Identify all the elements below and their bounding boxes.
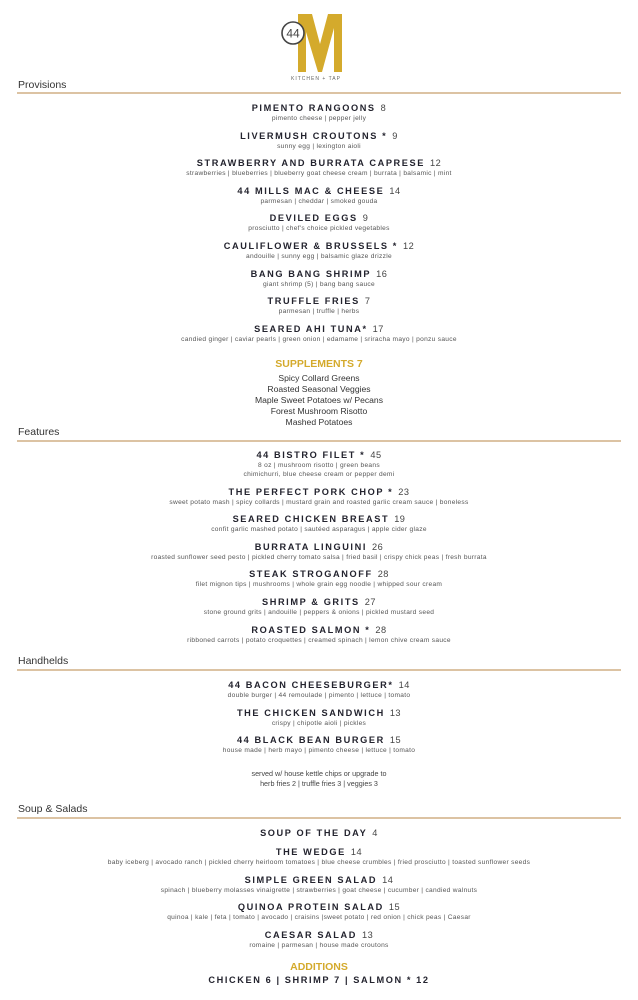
item-description: andouille | sunny egg | balsamic glaze drizzle <box>246 252 392 260</box>
item-price: 14 <box>398 680 410 690</box>
item-price: 45 <box>370 450 382 460</box>
item-title <box>0 827 638 839</box>
item-name: 44 MILLS MAC & CHEESE <box>237 185 385 196</box>
item-title <box>0 323 638 335</box>
section-divider <box>17 669 621 671</box>
menu-item <box>0 596 638 617</box>
item-name: SEARED CHICKEN BREAST <box>232 514 390 525</box>
item-price: 16 <box>376 268 388 279</box>
menu-item <box>0 323 638 344</box>
logo-number: 44 <box>286 26 300 41</box>
item-name: ROASTED SALMON * <box>251 624 371 635</box>
additions-heading: ADDITIONS <box>290 961 348 973</box>
item-title <box>0 929 638 941</box>
item-description: stone ground grits | andouille | peppers & onions | pickled mustard seed <box>203 608 435 616</box>
item-description: parmesan | cheddar | smoked gouda <box>260 197 378 205</box>
item-description: sunny egg | lexington aioli <box>277 142 361 150</box>
features-list <box>0 449 638 651</box>
item-name: DEVILED EGGS <box>269 213 358 224</box>
supplements-heading: SUPPLEMENTS 7 <box>275 358 363 370</box>
item-description: chimichurri, blue cheese cream or pepper demi <box>243 471 395 478</box>
item-price: 19 <box>394 514 406 525</box>
item-description: crispy | chipotle aioli | pickles <box>271 719 367 727</box>
item-name: STEAK STROGANOFF <box>249 569 373 580</box>
note-line: served w/ house kettle chips or upgrade to <box>251 769 387 778</box>
menu-item <box>0 679 638 700</box>
item-price: 12 <box>429 158 442 169</box>
item-title <box>0 679 638 691</box>
item-price: 26 <box>371 541 384 552</box>
item-name: TRUFFLE FRIES <box>267 296 360 307</box>
item-price: 17 <box>372 323 384 334</box>
item-title <box>0 541 638 553</box>
handhelds-note <box>0 769 638 789</box>
item-name: STRAWBERRY AND BURRATA CAPRESE <box>196 158 425 169</box>
menu-item <box>0 240 638 261</box>
menu-item <box>0 486 638 507</box>
menu-item <box>0 541 638 562</box>
item-description: ribboned carrots | potato croquettes | creamed spinach | lemon chive cream sauce <box>187 636 451 644</box>
item-name: 44 BACON CHEESEBURGER* <box>228 680 394 690</box>
restaurant-logo <box>276 12 356 84</box>
item-price: 27 <box>364 596 376 607</box>
item-title <box>0 901 638 913</box>
item-description: 8 oz | mushroom risotto | green beans <box>258 462 380 469</box>
soup-salads-list <box>0 827 638 956</box>
menu-item <box>0 157 638 178</box>
item-name: SIMPLE GREEN SALAD <box>244 874 378 885</box>
item-price: 8 <box>380 103 387 113</box>
section-label-handhelds: Handhelds <box>18 655 69 667</box>
item-description: roasted sunflower seed pesto | pickled cherry tomato salsa | fried basil | crispy chick peas | fresh burrata <box>151 553 487 561</box>
item-description: prosciutto | chef's choice pickled vegetables <box>248 225 390 233</box>
menu-item <box>0 212 638 233</box>
item-description: baby iceberg | avocado ranch | pickled cherry heirloom tomatoes | blue cheese crumbles | fried prosciutto | toasted sunflower seeds <box>107 859 531 866</box>
section-label-provisions: Provisions <box>18 79 67 91</box>
section-label-soup-salads: Soup & Salads <box>18 803 88 815</box>
item-name: CAULIFLOWER & BRUSSELS * <box>223 240 398 251</box>
menu-item <box>0 513 638 534</box>
section-label-features: Features <box>18 426 60 438</box>
item-title <box>0 102 638 114</box>
item-title <box>0 185 638 197</box>
item-title <box>0 596 638 608</box>
item-name: SOUP OF THE DAY <box>260 828 368 838</box>
item-description: parmesan | truffle | herbs <box>278 308 360 316</box>
item-description: pimento cheese | pepper jelly <box>271 115 367 122</box>
item-title <box>0 568 638 580</box>
handhelds-list <box>0 679 638 762</box>
item-title <box>0 707 638 719</box>
item-price: 12 <box>402 240 415 251</box>
item-description: quinoa | kale | feta | tomato | avocado | craisins |sweet potato | red onion | chick peas | Caesar <box>167 914 471 922</box>
item-name: LIVERMUSH CROUTONS * <box>240 130 388 141</box>
logo-tagline: KITCHEN + TAP <box>291 76 341 82</box>
item-price: 13 <box>361 929 374 940</box>
item-title <box>0 157 638 169</box>
section-divider <box>17 817 621 819</box>
menu-item <box>0 295 638 316</box>
item-name: THE CHICKEN SANDWICH <box>236 707 385 718</box>
item-description: giant shrimp (5) | bang bang sauce <box>263 280 375 288</box>
provisions-list <box>0 102 638 350</box>
supplements-block <box>0 357 638 428</box>
item-title <box>0 295 638 307</box>
menu-item <box>0 268 638 289</box>
item-name: 44 BLACK BEAN BURGER <box>236 735 385 746</box>
section-divider <box>17 440 621 442</box>
item-title <box>0 449 638 461</box>
section-divider <box>17 92 621 94</box>
menu-item <box>0 185 638 206</box>
item-name: SHRIMP & GRITS <box>261 596 360 607</box>
menu-item <box>0 707 638 728</box>
item-price: 14 <box>382 874 394 885</box>
item-name: THE PERFECT PORK CHOP * <box>228 486 394 497</box>
item-description: sweet potato mash | spicy collards | mustard grain and roasted garlic cream sauce | boneless <box>169 498 469 506</box>
item-title <box>0 486 638 498</box>
additions-list: CHICKEN 6 | SHRIMP 7 | SALMON * 12 <box>208 975 430 985</box>
item-description: filet mignon tips | mushrooms | whole grain egg noodle | whipped sour cream <box>195 581 443 589</box>
item-price: 14 <box>389 185 401 196</box>
item-title <box>0 734 638 746</box>
item-price: 7 <box>364 296 371 307</box>
item-description: confit garlic mashed potato | sautéed asparagus | apple cider glaze <box>211 526 427 534</box>
item-title <box>0 846 638 858</box>
item-name: BURRATA LINGUINI <box>254 541 367 552</box>
item-price: 23 <box>398 486 410 497</box>
menu-item <box>0 874 638 895</box>
supplement-item: Roasted Seasonal Veggies <box>267 384 371 394</box>
note-line: herb fries 2 | truffle fries 3 | veggies 3 <box>260 779 378 788</box>
supplement-item: Maple Sweet Potatoes w/ Pecans <box>254 395 384 405</box>
item-name: 44 BISTRO FILET * <box>256 450 366 460</box>
item-description: spinach | blueberry molasses vinaigrette | strawberries | goat cheese | cucumber | candied walnuts <box>160 886 478 894</box>
item-price: 4 <box>372 828 378 838</box>
item-description: double burger | 44 remoulade | pimento | lettuce | tomato <box>227 692 411 699</box>
menu-item <box>0 901 638 922</box>
item-title <box>0 130 638 142</box>
item-name: QUINOA PROTEIN SALAD <box>237 902 384 913</box>
item-price: 9 <box>362 213 369 224</box>
supplement-item: Mashed Potatoes <box>285 417 353 427</box>
item-name: BANG BANG SHRIMP <box>250 268 372 279</box>
item-title <box>0 624 638 636</box>
item-description: strawberries | blueberries | blueberry goat cheese cream | burrata | balsamic | mint <box>186 170 452 178</box>
item-price: 9 <box>392 130 398 141</box>
item-description: candied ginger | caviar pearls | green onion | edamame | sriracha mayo | ponzu sauce <box>181 335 457 343</box>
item-title <box>0 268 638 280</box>
supplement-item: Spicy Collard Greens <box>278 373 360 383</box>
item-name: SEARED AHI TUNA* <box>254 323 368 334</box>
item-price: 15 <box>388 902 401 913</box>
item-price: 13 <box>389 707 402 718</box>
item-price: 28 <box>375 624 387 635</box>
menu-item <box>0 449 638 479</box>
item-price: 14 <box>350 847 363 857</box>
item-title <box>0 874 638 886</box>
item-price: 15 <box>389 735 402 746</box>
additions-block <box>0 960 638 986</box>
menu-item <box>0 734 638 755</box>
menu-item <box>0 568 638 589</box>
menu-item <box>0 130 638 151</box>
item-title <box>0 240 638 252</box>
item-price: 28 <box>377 569 389 580</box>
menu-item <box>0 102 638 123</box>
item-title <box>0 212 638 224</box>
menu-item <box>0 827 638 839</box>
item-name: CAESAR SALAD <box>264 929 357 940</box>
item-name: THE WEDGE <box>275 847 346 857</box>
item-name: PIMENTO RANGOONS <box>251 103 376 113</box>
item-title <box>0 513 638 525</box>
item-description: romaine | parmesan | house made croutons <box>249 941 389 949</box>
menu-item <box>0 929 638 950</box>
menu-item <box>0 846 638 867</box>
supplement-item: Forest Mushroom Risotto <box>270 406 368 416</box>
item-description: house made | herb mayo | pimento cheese | lettuce | tomato <box>222 747 416 755</box>
menu-item <box>0 624 638 645</box>
